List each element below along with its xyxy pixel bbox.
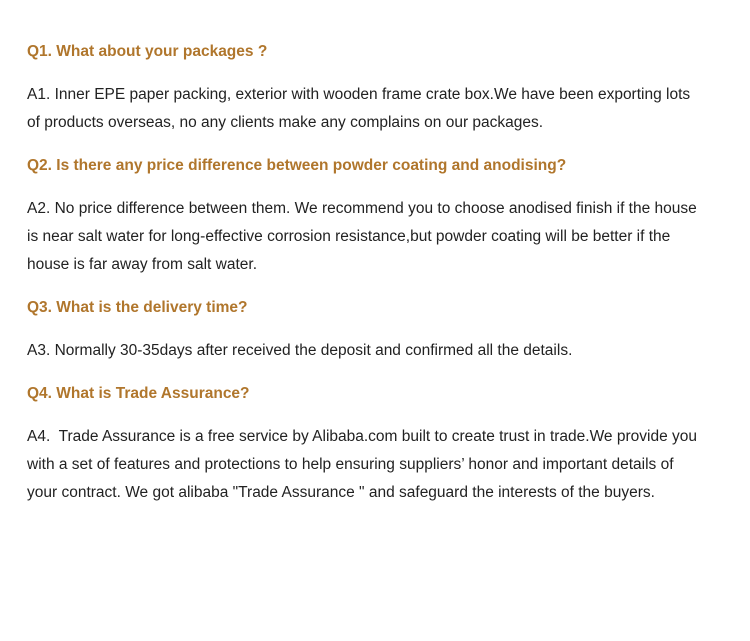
faq-question-3: Q3. What is the delivery time? <box>27 299 248 316</box>
faq-item-3 <box>27 294 730 365</box>
faq-item-1 <box>27 38 730 137</box>
faq-question-2: Q2. Is there any price difference between powder coating and anodising? <box>27 157 567 174</box>
faq-answer-3-line-1: A3. Normally 30-35days after received the deposit and confirmed all the details. <box>27 342 573 359</box>
faq-question-4: Q4. What is Trade Assurance? <box>27 385 250 402</box>
faq-answer-1-line-2: of products overseas, no any clients make any complains on our packages. <box>27 114 544 131</box>
faq-answer-2-line-3: house is far away from salt water. <box>27 256 258 273</box>
faq-question-1: Q1. What about your packages ? <box>27 43 268 60</box>
faq-answer-4-line-2: with a set of features and protections to help ensuring suppliers’ honor and important details of <box>27 456 674 473</box>
faq-answer-4-line-3: your contract. We got alibaba "Trade Assurance " and safeguard the interests of the buyers. <box>27 484 655 501</box>
faq-answer-2-line-1: A2. No price difference between them. We recommend you to choose anodised finish if the house <box>27 200 697 217</box>
faq-answer-2-line-2: is near salt water for long-effective corrosion resistance,but powder coating will be better if the <box>27 228 671 245</box>
faq-answer-4-line-1: A4. Trade Assurance is a free service by Alibaba.com built to create trust in trade.We provide you <box>27 428 697 445</box>
faq-item-4 <box>27 380 730 507</box>
faq-item-2 <box>27 152 730 279</box>
faq-answer-1-line-1: A1. Inner EPE paper packing, exterior with wooden frame crate box.We have been exporting lots <box>27 86 691 103</box>
